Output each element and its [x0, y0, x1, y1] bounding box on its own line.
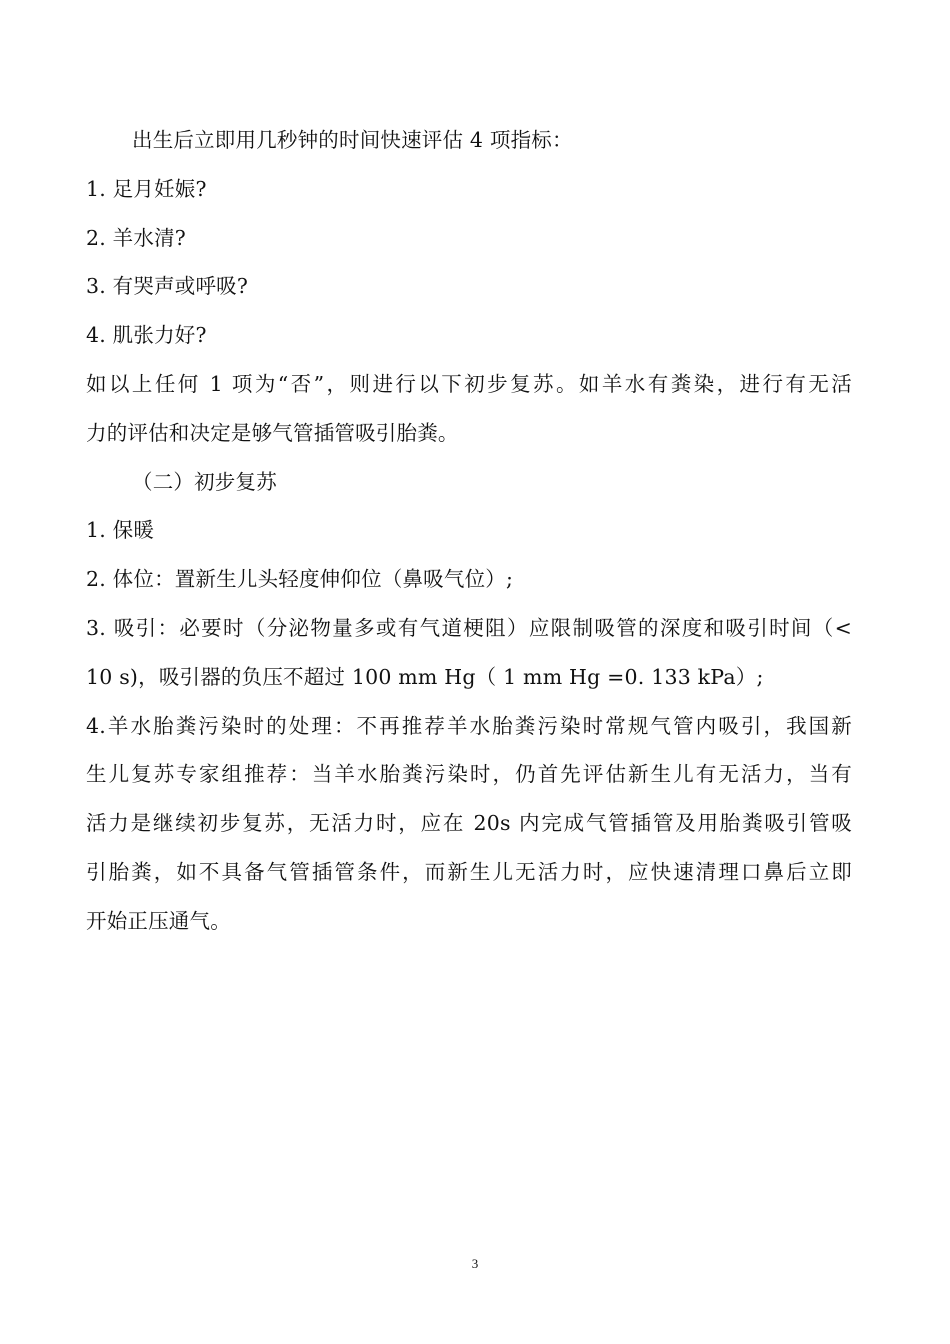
- step-line: 生儿复苏专家组推荐：当羊水胎粪污染时，仍首先评估新生儿有无活力，当有: [86, 762, 852, 787]
- document-body: [86, 116, 852, 946]
- step-item: 2. 体位：置新生儿头轻度伸仰位（鼻吸气位）;: [86, 567, 514, 592]
- conclusion-line: 力的评估和决定是够气管插管吸引胎粪。: [86, 420, 459, 445]
- criteria-list: [86, 165, 852, 360]
- criterion-item: 3. 有哭声或呼吸?: [86, 274, 249, 299]
- section-heading: （二）初步复苏: [132, 469, 277, 494]
- step-line: 3. 吸引：必要时（分泌物量多或有气道梗阻）应限制吸管的深度和吸引时间（<: [86, 615, 852, 640]
- step-line: 开始正压通气。: [86, 908, 231, 933]
- steps-list: [86, 506, 852, 945]
- criterion-item: 2. 羊水清?: [86, 225, 186, 250]
- step-line: 10 s)，吸引器的负压不超过 100 mm Hg（ 1 mm Hg =0. 133 kPa）;: [86, 664, 764, 689]
- criterion-item: 4. 肌张力好?: [86, 323, 207, 348]
- conclusion-paragraph: [86, 360, 852, 458]
- conclusion-line: 如以上任何 1 项为“否”，则进行以下初步复苏。如羊水有粪染，进行有无活: [86, 371, 852, 396]
- step-line: 4.羊水胎粪污染时的处理：不再推荐羊水胎粪污染时常规气管内吸引，我国新: [86, 713, 852, 738]
- step-line: 引胎粪，如不具备气管插管条件，而新生儿无活力时，应快速清理口鼻后立即: [86, 859, 852, 884]
- step-line: 活力是继续初步复苏，无活力时，应在 20s 内完成气管插管及用胎粪吸引管吸: [86, 811, 852, 836]
- page-number: 3: [471, 1256, 479, 1271]
- criterion-item: 1. 足月妊娠?: [86, 176, 207, 201]
- intro-line: 出生后立即用几秒钟的时间快速评估 4 项指标：: [132, 128, 573, 152]
- step-item: 1. 保暖: [86, 518, 155, 543]
- step-item: [86, 702, 852, 946]
- step-item: [86, 604, 852, 702]
